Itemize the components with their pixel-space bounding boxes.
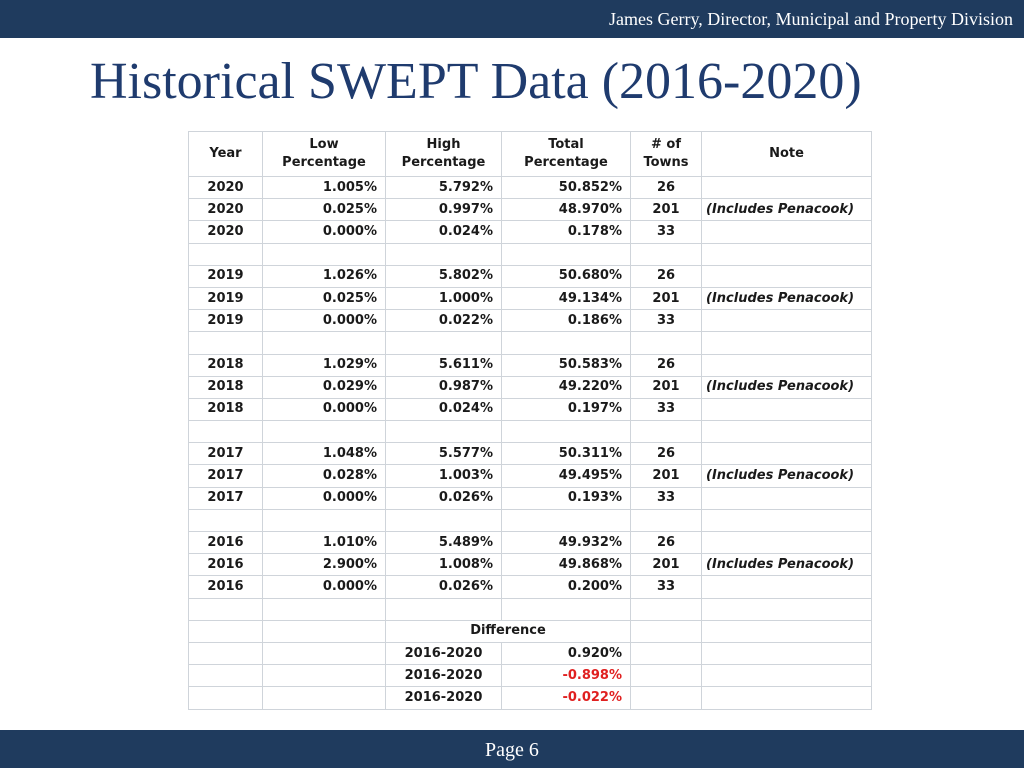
cell-year — [189, 243, 263, 265]
cell-num-towns: 33 — [631, 310, 702, 332]
cell-low-percentage: 1.005% — [263, 177, 386, 199]
table-row — [189, 332, 872, 354]
cell-year: 2020 — [189, 199, 263, 221]
cell-note — [702, 354, 872, 376]
difference-value: 0.920% — [502, 642, 631, 664]
difference-label: Difference — [386, 620, 631, 642]
cell-low-percentage — [263, 332, 386, 354]
table-row — [189, 287, 872, 309]
cell-total-percentage: 48.970% — [502, 199, 631, 221]
empty-cell — [189, 620, 263, 642]
cell-total-percentage — [502, 509, 631, 531]
cell-high-percentage: 0.997% — [386, 199, 502, 221]
cell-low-percentage: 0.000% — [263, 398, 386, 420]
table-row — [189, 532, 872, 554]
cell-low-percentage: 0.028% — [263, 465, 386, 487]
table-row — [189, 177, 872, 199]
cell-num-towns: 26 — [631, 265, 702, 287]
cell-num-towns — [631, 598, 702, 620]
cell-num-towns: 33 — [631, 398, 702, 420]
cell-total-percentage — [502, 598, 631, 620]
table-row — [189, 265, 872, 287]
cell-num-towns: 201 — [631, 287, 702, 309]
empty-cell — [702, 642, 872, 664]
cell-year — [189, 421, 263, 443]
header-author: James Gerry, Director, Municipal and Property Division — [608, 9, 1013, 29]
cell-total-percentage: 50.852% — [502, 177, 631, 199]
cell-note — [702, 421, 872, 443]
empty-cell — [702, 620, 872, 642]
cell-note — [702, 509, 872, 531]
empty-cell — [189, 665, 263, 687]
cell-note: (Includes Penacook) — [702, 465, 872, 487]
cell-num-towns — [631, 332, 702, 354]
cell-total-percentage — [502, 421, 631, 443]
cell-note: (Includes Penacook) — [702, 287, 872, 309]
table-row — [189, 598, 872, 620]
empty-cell — [263, 620, 386, 642]
cell-total-percentage: 49.868% — [502, 554, 631, 576]
cell-num-towns: 201 — [631, 199, 702, 221]
cell-year: 2020 — [189, 177, 263, 199]
cell-high-percentage: 5.802% — [386, 265, 502, 287]
empty-cell — [631, 642, 702, 664]
column-header-year: Year — [189, 132, 263, 177]
cell-year: 2018 — [189, 376, 263, 398]
table-header-row — [189, 132, 872, 177]
cell-year — [189, 332, 263, 354]
table-row — [189, 554, 872, 576]
empty-cell — [631, 687, 702, 709]
empty-cell — [189, 642, 263, 664]
column-header-num-towns: # of Towns — [631, 132, 702, 177]
cell-high-percentage — [386, 509, 502, 531]
cell-note — [702, 532, 872, 554]
cell-low-percentage: 2.900% — [263, 554, 386, 576]
cell-high-percentage: 1.008% — [386, 554, 502, 576]
cell-total-percentage: 0.200% — [502, 576, 631, 598]
table-row — [189, 310, 872, 332]
table-row — [189, 354, 872, 376]
cell-note — [702, 398, 872, 420]
cell-low-percentage: 0.000% — [263, 310, 386, 332]
cell-num-towns — [631, 421, 702, 443]
cell-year: 2019 — [189, 310, 263, 332]
column-header-low-percentage: Low Percentage — [263, 132, 386, 177]
cell-high-percentage — [386, 598, 502, 620]
cell-total-percentage: 0.197% — [502, 398, 631, 420]
cell-low-percentage — [263, 509, 386, 531]
cell-year: 2016 — [189, 576, 263, 598]
cell-note — [702, 265, 872, 287]
difference-range: 2016-2020 — [386, 665, 502, 687]
column-header-high-percentage: High Percentage — [386, 132, 502, 177]
cell-high-percentage: 5.489% — [386, 532, 502, 554]
empty-cell — [631, 620, 702, 642]
cell-low-percentage: 1.010% — [263, 532, 386, 554]
cell-num-towns: 33 — [631, 221, 702, 243]
cell-note — [702, 443, 872, 465]
cell-high-percentage: 0.987% — [386, 376, 502, 398]
empty-cell — [702, 665, 872, 687]
cell-high-percentage: 5.611% — [386, 354, 502, 376]
difference-value: -0.022% — [502, 687, 631, 709]
empty-cell — [631, 665, 702, 687]
cell-total-percentage: 49.495% — [502, 465, 631, 487]
empty-cell — [189, 687, 263, 709]
cell-total-percentage: 0.186% — [502, 310, 631, 332]
cell-total-percentage: 49.220% — [502, 376, 631, 398]
cell-total-percentage: 0.193% — [502, 487, 631, 509]
cell-year: 2017 — [189, 487, 263, 509]
table-row — [189, 576, 872, 598]
table-row — [189, 398, 872, 420]
cell-total-percentage: 50.583% — [502, 354, 631, 376]
cell-low-percentage: 1.029% — [263, 354, 386, 376]
cell-high-percentage: 0.026% — [386, 487, 502, 509]
cell-note: (Includes Penacook) — [702, 376, 872, 398]
cell-num-towns: 33 — [631, 576, 702, 598]
cell-note — [702, 310, 872, 332]
cell-year — [189, 598, 263, 620]
difference-row — [189, 642, 872, 664]
cell-low-percentage: 1.026% — [263, 265, 386, 287]
cell-low-percentage — [263, 243, 386, 265]
difference-header-row — [189, 620, 872, 642]
column-header-total-percentage: Total Percentage — [502, 132, 631, 177]
cell-note — [702, 332, 872, 354]
cell-num-towns: 201 — [631, 465, 702, 487]
table-row — [189, 487, 872, 509]
cell-num-towns: 33 — [631, 487, 702, 509]
cell-num-towns: 26 — [631, 443, 702, 465]
cell-note — [702, 598, 872, 620]
cell-num-towns: 26 — [631, 354, 702, 376]
cell-high-percentage — [386, 243, 502, 265]
cell-year: 2017 — [189, 443, 263, 465]
cell-low-percentage: 0.000% — [263, 576, 386, 598]
cell-low-percentage — [263, 598, 386, 620]
cell-note — [702, 221, 872, 243]
table-row — [189, 376, 872, 398]
cell-high-percentage: 1.000% — [386, 287, 502, 309]
table-row — [189, 465, 872, 487]
cell-note — [702, 576, 872, 598]
cell-low-percentage: 1.048% — [263, 443, 386, 465]
cell-total-percentage — [502, 243, 631, 265]
cell-low-percentage: 0.029% — [263, 376, 386, 398]
cell-year: 2020 — [189, 221, 263, 243]
cell-high-percentage: 0.022% — [386, 310, 502, 332]
cell-total-percentage: 49.134% — [502, 287, 631, 309]
cell-high-percentage: 0.026% — [386, 576, 502, 598]
table-row — [189, 221, 872, 243]
cell-total-percentage — [502, 332, 631, 354]
cell-low-percentage: 0.000% — [263, 487, 386, 509]
header-bar — [0, 0, 1024, 38]
empty-cell — [263, 687, 386, 709]
cell-year: 2016 — [189, 532, 263, 554]
cell-high-percentage: 0.024% — [386, 221, 502, 243]
table-row — [189, 199, 872, 221]
cell-high-percentage: 5.577% — [386, 443, 502, 465]
table-row — [189, 421, 872, 443]
empty-cell — [702, 687, 872, 709]
table-row — [189, 509, 872, 531]
cell-low-percentage: 0.025% — [263, 287, 386, 309]
slide-title: Historical SWEPT Data (2016-2020) — [90, 53, 862, 110]
cell-high-percentage: 1.003% — [386, 465, 502, 487]
cell-year: 2016 — [189, 554, 263, 576]
cell-num-towns — [631, 243, 702, 265]
cell-low-percentage: 0.000% — [263, 221, 386, 243]
cell-high-percentage: 5.792% — [386, 177, 502, 199]
table-row — [189, 443, 872, 465]
cell-low-percentage: 0.025% — [263, 199, 386, 221]
difference-row — [189, 687, 872, 709]
cell-note — [702, 243, 872, 265]
empty-cell — [263, 665, 386, 687]
cell-high-percentage: 0.024% — [386, 398, 502, 420]
cell-num-towns: 26 — [631, 532, 702, 554]
difference-row — [189, 665, 872, 687]
cell-total-percentage: 50.311% — [502, 443, 631, 465]
cell-high-percentage — [386, 421, 502, 443]
cell-low-percentage — [263, 421, 386, 443]
cell-note: (Includes Penacook) — [702, 199, 872, 221]
cell-total-percentage: 49.932% — [502, 532, 631, 554]
difference-range: 2016-2020 — [386, 642, 502, 664]
cell-year — [189, 509, 263, 531]
difference-range: 2016-2020 — [386, 687, 502, 709]
cell-year: 2019 — [189, 265, 263, 287]
swept-data-table — [188, 131, 871, 708]
footer-bar — [0, 730, 1024, 768]
cell-high-percentage — [386, 332, 502, 354]
cell-year: 2019 — [189, 287, 263, 309]
cell-num-towns — [631, 509, 702, 531]
cell-year: 2018 — [189, 354, 263, 376]
cell-year: 2018 — [189, 398, 263, 420]
difference-value: -0.898% — [502, 665, 631, 687]
cell-num-towns: 201 — [631, 376, 702, 398]
table-row — [189, 243, 872, 265]
cell-total-percentage: 0.178% — [502, 221, 631, 243]
cell-total-percentage: 50.680% — [502, 265, 631, 287]
page-number: Page 6 — [485, 739, 539, 761]
cell-num-towns: 201 — [631, 554, 702, 576]
cell-num-towns: 26 — [631, 177, 702, 199]
empty-cell — [263, 642, 386, 664]
cell-note: (Includes Penacook) — [702, 554, 872, 576]
cell-note — [702, 177, 872, 199]
column-header-note: Note — [702, 132, 872, 177]
cell-year: 2017 — [189, 465, 263, 487]
cell-note — [702, 487, 872, 509]
